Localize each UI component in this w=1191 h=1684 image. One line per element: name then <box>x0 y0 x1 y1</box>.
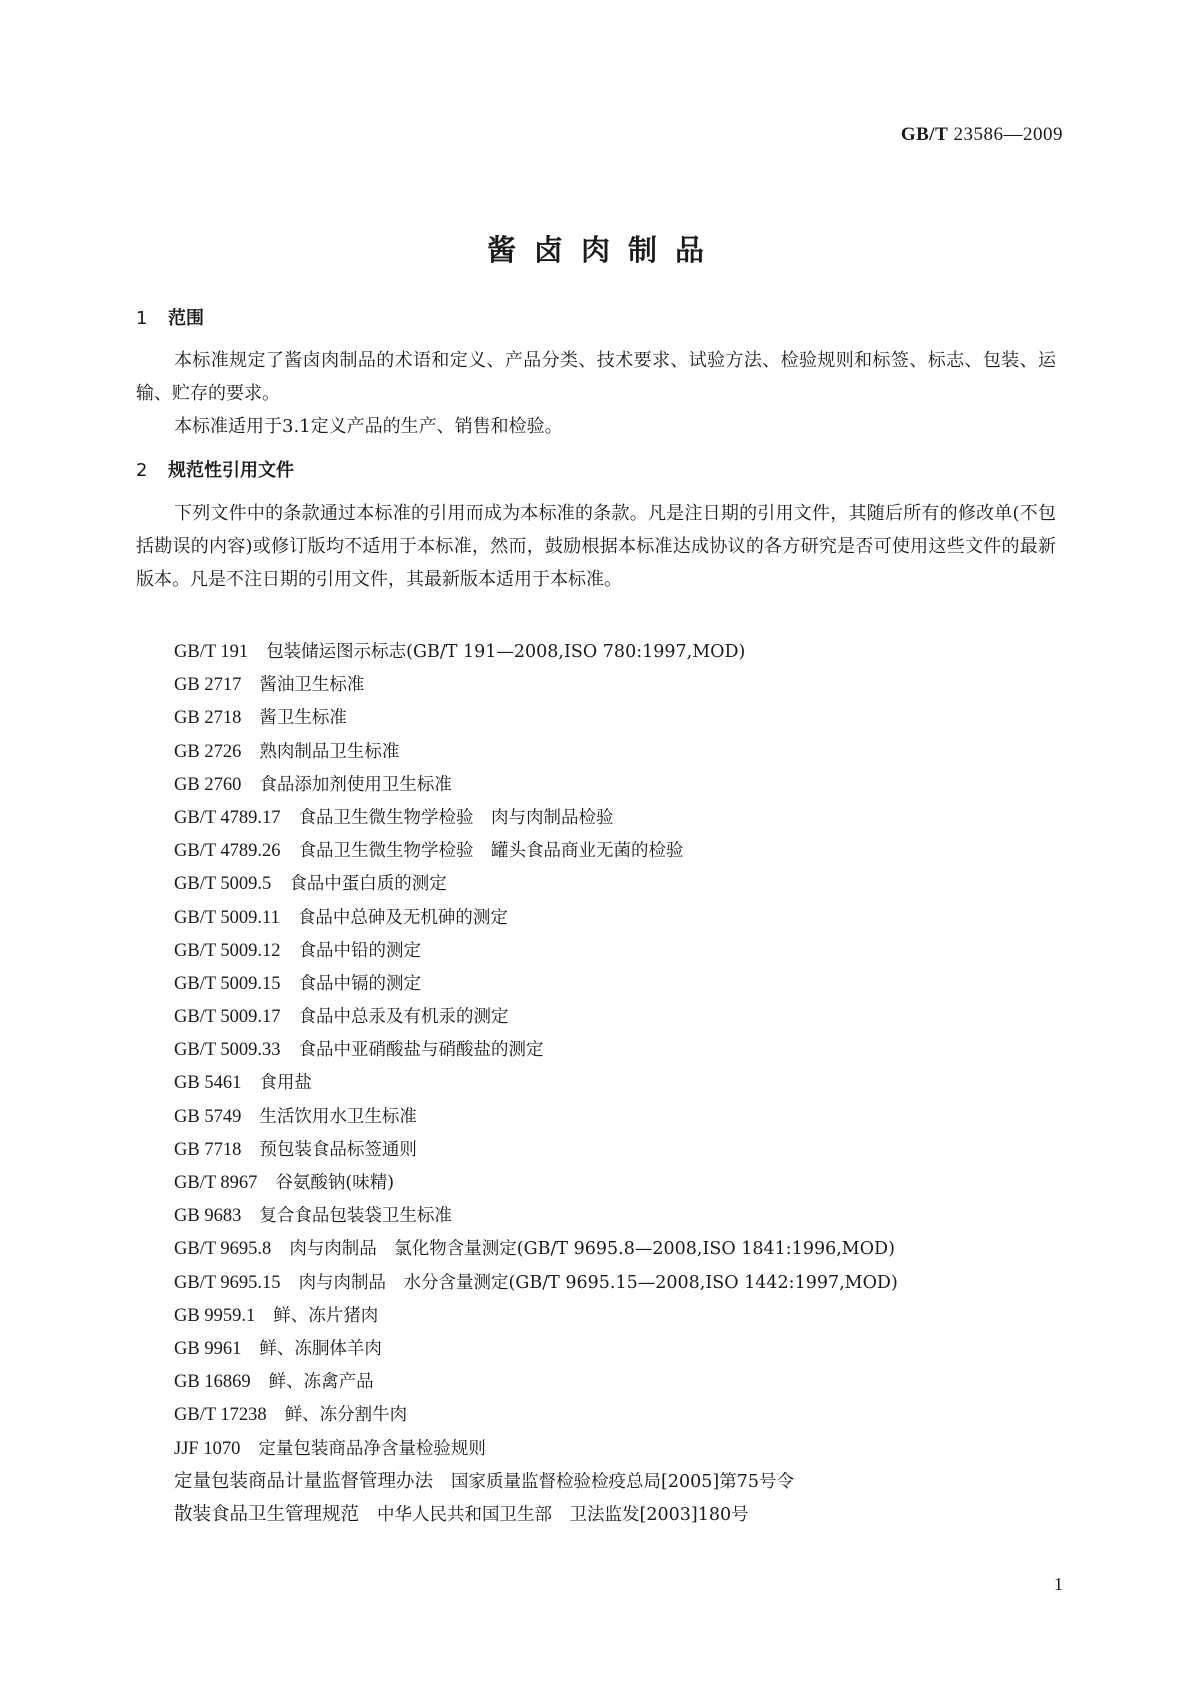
reference-code: JJF 1070 <box>174 1438 241 1459</box>
reference-title: 鲜、冻片猪肉 <box>273 1305 379 1326</box>
reference-code: GB 5749 <box>174 1106 242 1127</box>
reference-title: 定量包装商品净含量检验规则 <box>258 1438 486 1459</box>
section-number: 1 <box>136 308 148 329</box>
reference-item <box>136 769 1056 802</box>
reference-item <box>136 736 1056 769</box>
reference-title: 肉与肉制品 水分含量测定(GB/T 9695.15—2008,ISO 1442:1997,MOD) <box>298 1272 898 1293</box>
reference-item <box>136 1366 1056 1399</box>
reference-item <box>136 1333 1056 1366</box>
reference-item <box>136 669 1056 702</box>
reference-item <box>136 1134 1056 1167</box>
reference-item <box>136 802 1056 835</box>
reference-item <box>136 835 1056 868</box>
reference-code: GB 2718 <box>174 708 242 729</box>
scope-paragraph-1: 本标准规定了酱卤肉制品的术语和定义、产品分类、技术要求、试验方法、检验规则和标签、标志、包装、运输、贮存的要求。 <box>136 350 1056 404</box>
section-heading-references <box>136 456 294 482</box>
reference-code: GB/T 5009.11 <box>174 907 280 928</box>
reference-code: GB/T 8967 <box>174 1173 258 1193</box>
page-number: 1 <box>1054 1574 1063 1594</box>
reference-code: GB/T 4789.26 <box>174 841 281 862</box>
reference-code: GB/T 9695.8 <box>174 1239 272 1260</box>
reference-code: GB 9683 <box>174 1206 242 1227</box>
reference-item <box>136 702 1056 735</box>
reference-title: 鲜、冻分割牛肉 <box>284 1405 408 1426</box>
reference-item <box>136 1300 1056 1333</box>
reference-code: GB/T 17238 <box>174 1405 267 1426</box>
reference-code: GB/T 5009.5 <box>174 874 272 895</box>
reference-code: GB/T 191 <box>174 642 249 662</box>
reference-title: 食品中铅的测定 <box>298 940 422 961</box>
reference-code: GB 2717 <box>174 675 242 696</box>
reference-code: 定量包装商品计量监督管理办法 <box>174 1471 434 1492</box>
reference-item <box>136 1101 1056 1134</box>
reference-code: GB/T 5009.17 <box>174 1007 281 1028</box>
reference-title: 生活饮用水卫生标准 <box>259 1106 417 1127</box>
reference-title: 预包装食品标签通则 <box>259 1139 417 1160</box>
scope-paragraph-2: 本标准适用于3.1定义产品的生产、销售和检验。 <box>174 416 563 437</box>
reference-title: 食品中镉的测定 <box>298 973 422 994</box>
standard-code <box>901 124 1063 146</box>
reference-title: 复合食品包装袋卫生标准 <box>259 1206 452 1227</box>
reference-title: 食品中总汞及有机汞的测定 <box>298 1007 509 1028</box>
reference-code: GB 9961 <box>174 1338 242 1359</box>
reference-code: GB 2760 <box>174 774 242 795</box>
reference-code: GB/T 5009.15 <box>174 973 281 994</box>
reference-title: 食品卫生微生物学检验 肉与肉制品检验 <box>298 807 614 828</box>
reference-item <box>136 935 1056 968</box>
reference-item <box>136 1399 1056 1432</box>
reference-item <box>136 1233 1056 1266</box>
reference-item <box>136 1034 1056 1067</box>
reference-title: 包装储运图示标志(GB/T 191—2008,ISO 780:1997,MOD) <box>266 642 746 662</box>
reference-item <box>136 1167 1056 1200</box>
reference-item <box>136 1466 1056 1499</box>
reference-item <box>136 1001 1056 1034</box>
reference-code: GB 9959.1 <box>174 1305 256 1326</box>
reference-code: GB/T 9695.15 <box>174 1272 281 1293</box>
reference-item <box>136 968 1056 1001</box>
section-title: 范围 <box>168 308 204 329</box>
reference-item <box>136 1200 1056 1233</box>
reference-code: GB 7718 <box>174 1139 242 1160</box>
reference-code: 散装食品卫生管理规范 <box>174 1504 360 1525</box>
reference-title: 食品添加剂使用卫生标准 <box>259 774 452 795</box>
reference-title: 酱卫生标准 <box>259 708 347 729</box>
reference-item <box>136 636 1056 669</box>
reference-item <box>136 902 1056 935</box>
reference-title: 谷氨酸钠(味精) <box>275 1173 395 1193</box>
reference-code: GB 16869 <box>174 1372 251 1393</box>
reference-title: 肉与肉制品 氯化物含量测定(GB/T 9695.8—2008,ISO 1841:1996,MOD) <box>289 1239 895 1260</box>
section-heading-scope <box>136 304 204 330</box>
reference-title: 食品卫生微生物学检验 罐头食品商业无菌的检验 <box>298 841 684 862</box>
reference-title: 熟肉制品卫生标准 <box>259 741 400 762</box>
reference-item <box>136 868 1056 901</box>
reference-title: 鲜、冻胴体羊肉 <box>259 1338 382 1359</box>
reference-code: GB/T 5009.33 <box>174 1040 281 1061</box>
reference-title: 国家质量监督检验检疫总局[2005]第75号令 <box>451 1471 794 1492</box>
reference-title: 食用盐 <box>259 1073 312 1094</box>
reference-title: 鲜、冻禽产品 <box>268 1372 374 1393</box>
reference-title: 食品中蛋白质的测定 <box>289 874 447 895</box>
reference-title: 酱油卫生标准 <box>259 675 365 696</box>
reference-item <box>136 1433 1056 1466</box>
reference-title: 中华人民共和国卫生部 卫法监发[2003]180号 <box>377 1504 749 1525</box>
reference-item <box>136 1267 1056 1300</box>
reference-code: GB 2726 <box>174 741 242 762</box>
reference-code: GB/T 5009.12 <box>174 940 281 961</box>
standard-code-prefix: GB/T <box>900 124 949 145</box>
reference-item <box>136 1067 1056 1100</box>
reference-list <box>136 636 1056 1532</box>
reference-code: GB/T 4789.17 <box>174 807 281 828</box>
reference-title: 食品中亚硝酸盐与硝酸盐的测定 <box>298 1040 544 1061</box>
reference-title: 食品中总砷及无机砷的测定 <box>297 907 508 928</box>
reference-item <box>136 1499 1056 1532</box>
references-intro-paragraph: 下列文件中的条款通过本标准的引用而成为本标准的条款。凡是注日期的引用文件，其随后所有的修改单(不包括勘误的内容)或修订版均不适用于本标准，然而，鼓励根据本标准达成协议的各方研究是否可使用这些文件的最新版本。凡是不注日期的引用文件，其最新版本适用于本标准。 <box>136 503 1056 590</box>
section-number: 2 <box>136 460 148 481</box>
reference-code: GB 5461 <box>174 1073 242 1094</box>
section-title: 规范性引用文件 <box>168 460 294 481</box>
document-title: 酱卤肉制品 <box>486 233 722 267</box>
standard-code-number: 23586—2009 <box>953 124 1063 145</box>
